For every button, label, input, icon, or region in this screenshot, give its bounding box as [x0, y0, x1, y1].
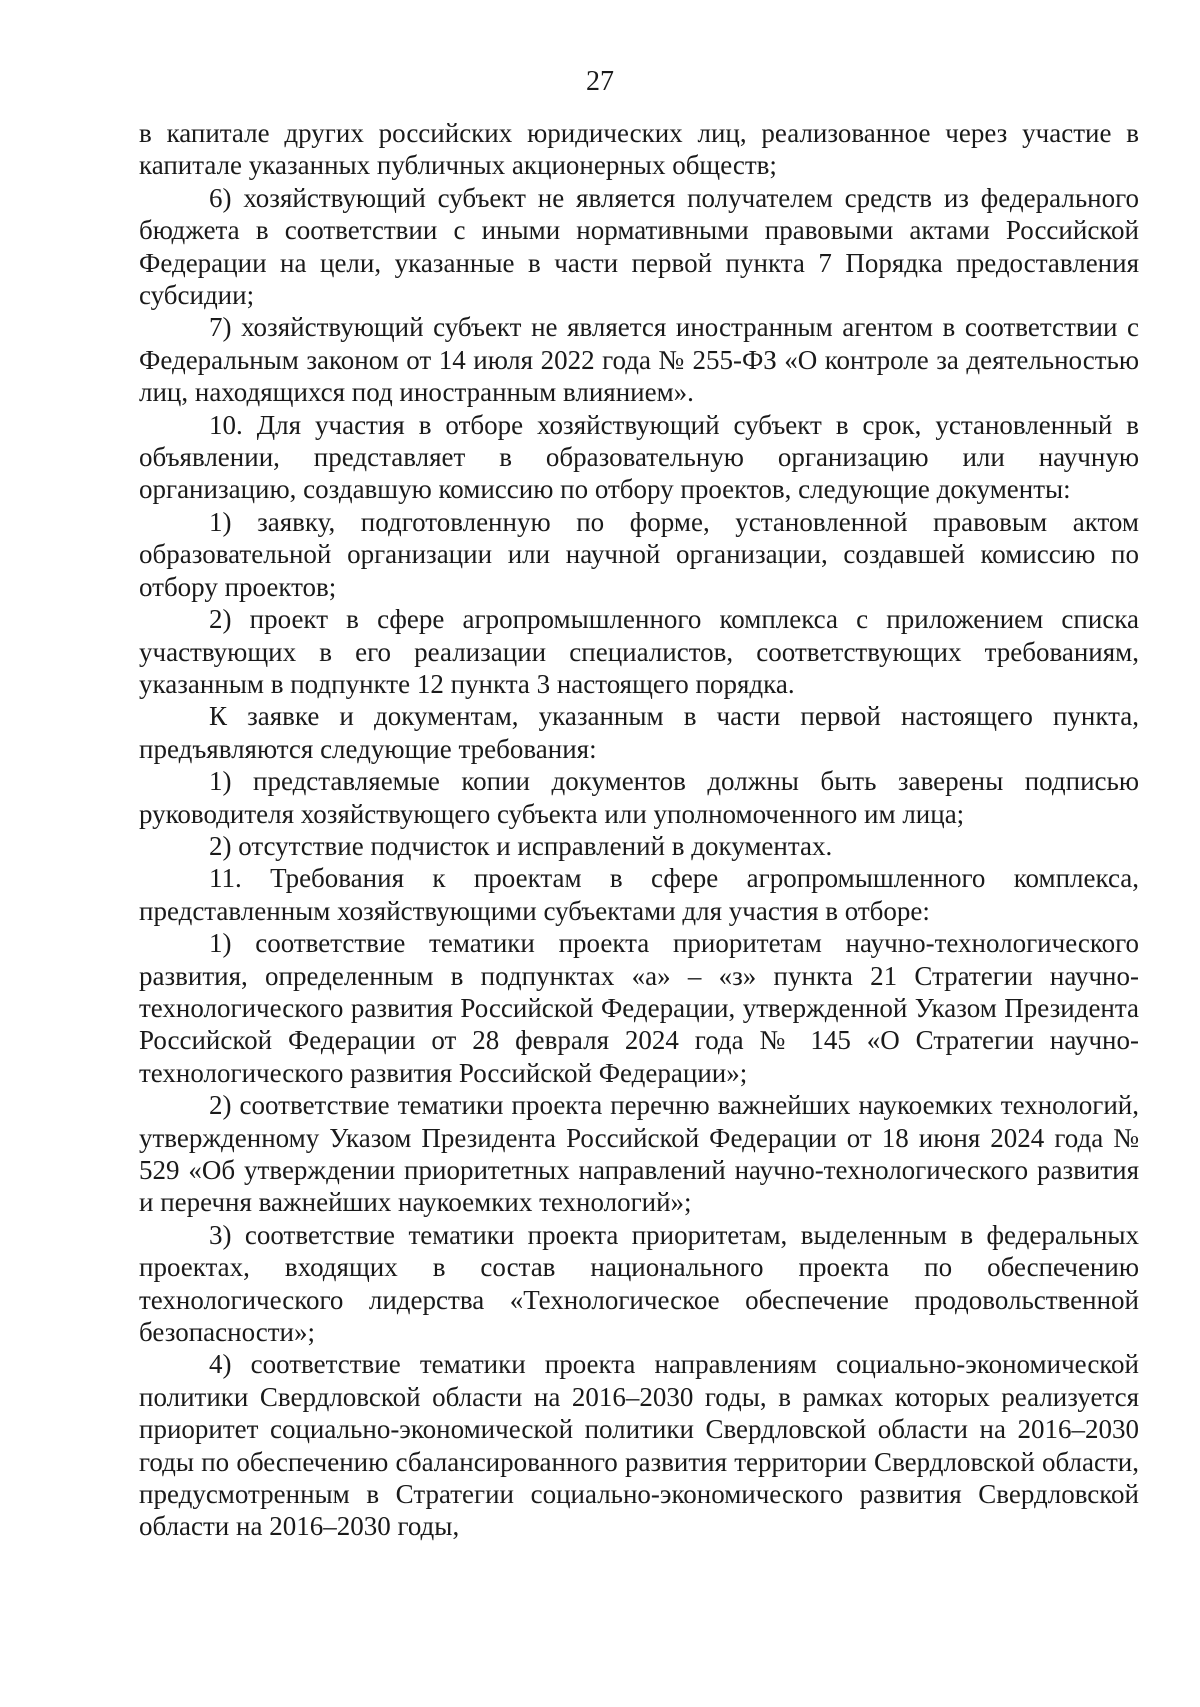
paragraph: К заявке и документам, указанным в части первой настоящего пункта, предъявляются следующие требования:	[139, 701, 1139, 764]
paragraph: 10. Для участия в отборе хозяйствующий субъект в срок, установленный в объявлении, представляет в образовательную организацию или научную организацию, создавшую комиссию по отбору проектов, следующие документы:	[139, 409, 1139, 505]
paragraph: 3) соответствие тематики проекта приоритетам, выделенным в федеральных проектах, входящих в состав национального проекта по обеспечению технологического лидерства «Технологическое обеспечение продовольственной безопасности»;	[139, 1219, 1139, 1348]
page-number: 27	[586, 66, 614, 97]
paragraph: 2) соответствие тематики проекта перечню важнейших наукоемких технологий, утвержденному Указом Президента Российской Федерации от 18 июня 2024 года № 529 «Об утверждении приоритетных направлений научно-технологического развития и перечня важнейших наукоемких технологий»;	[139, 1090, 1139, 1218]
paragraph: 1) представляемые копии документов должны быть заверены подписью руководителя хозяйствующего субъекта или уполномоченного им лица;	[139, 766, 1139, 829]
paragraph: 1) заявку, подготовленную по форме, установленной правовым актом образовательной организации или научной организации, создавшей комиссию по отбору проектов;	[139, 506, 1139, 602]
paragraph: 7) хозяйствующий субъект не является иностранным агентом в соответствии с Федеральным законом от 14 июля 2022 года № 255-ФЗ «О контроле за деятельностью лиц, находящихся под иностранным влиянием».	[139, 312, 1139, 408]
paragraph: 4) соответствие тематики проекта направлениям социально-экономической политики Свердловской области на 2016–2030 годы, в рамках которых реализуется приоритет социально-экономической политики Свердловской области на 2016–2030 годы по обеспечению сбалансированного развития территории Свердловской области, предусмотренным в Стратегии социально-экономического развития Свердловской области на 2016–2030 годы,	[139, 1349, 1139, 1542]
paragraph: 2) проект в сфере агропромышленного комплекса с приложением списка участвующих в его реализации специалистов, соответствующих требованиям, указанным в подпункте 12 пункта 3 настоящего порядка.	[139, 604, 1139, 699]
paragraph: 2) отсутствие подчисток и исправлений в документах.	[209, 830, 833, 861]
paragraph: 1) соответствие тематики проекта приоритетам научно-технологического развития, определенным в подпунктах «а» – «з» пункта 21 Стратегии научно-технологического развития Российской Федерации, утвержденной Указом Президента Российской Федерации от 28 февраля 2024 года № 145 «О Стратегии научно-технологического развития Российской Федерации»;	[139, 928, 1139, 1088]
document-body	[139, 117, 1139, 1543]
paragraph: 6) хозяйствующий субъект не является получателем средств из федерального бюджета в соответствии с иными нормативными правовыми актами Российской Федерации на цели, указанные в части первой пункта 7 Порядка предоставления субсидии;	[139, 182, 1139, 311]
paragraph: в капитале других российских юридических лиц, реализованное через участие в капитале указанных публичных акционерных обществ;	[139, 118, 1139, 181]
paragraph: 11. Требования к проектам в сфере агропромышленного комплекса, представленным хозяйствующими субъектами для участия в отборе:	[139, 863, 1139, 926]
